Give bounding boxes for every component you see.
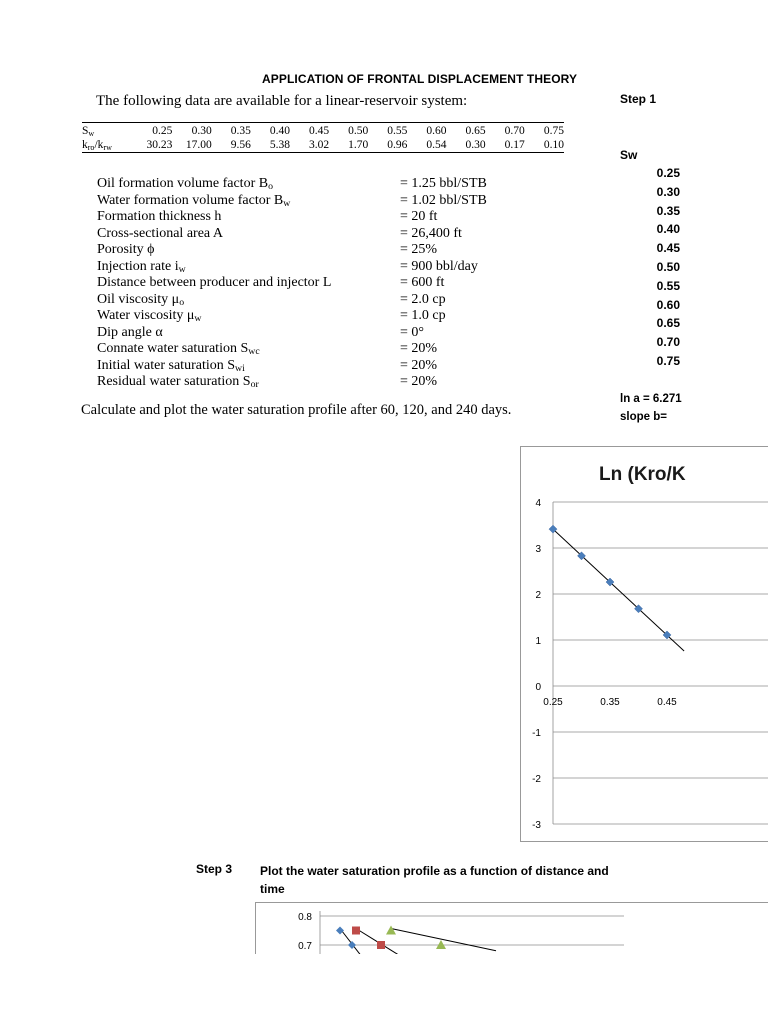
sw-list-item: 0.40 — [656, 222, 680, 237]
property-row — [97, 341, 557, 358]
property-row — [97, 242, 557, 259]
property-name — [97, 358, 245, 375]
property-name — [97, 325, 163, 342]
property-name-text: Residual water saturation S — [97, 374, 251, 389]
property-list — [97, 176, 557, 391]
sw-cell: 0.70 — [504, 125, 525, 137]
kr-ratio-cell: 9.56 — [230, 139, 251, 151]
sw-list-item: 0.45 — [656, 241, 680, 256]
data-point-marker — [377, 941, 385, 949]
property-row — [97, 259, 557, 276]
property-name-text: Injection rate i — [97, 258, 179, 274]
property-value: = 20% — [400, 357, 438, 373]
property-name-text: Oil formation volume factor B — [97, 176, 269, 191]
property-name — [97, 209, 221, 226]
property-value: = 1.02 bbl/STB — [400, 192, 487, 208]
data-point-marker — [386, 926, 396, 935]
x-tick-label: 0.35 — [600, 697, 620, 708]
sw-cell: 0.30 — [191, 125, 212, 137]
property-name-text: Cross-sectional area A — [97, 225, 223, 241]
table-row-kro-krw — [82, 138, 564, 152]
question-text: Calculate and plot the water saturation profile after 60, 120, and 240 days. — [81, 402, 512, 418]
property-row — [97, 325, 557, 342]
table-row-sw — [82, 123, 564, 138]
y-tick-label: 2 — [535, 590, 541, 601]
sw-list-item: 0.60 — [656, 297, 680, 312]
property-name-text: Initial water saturation S — [97, 357, 236, 373]
ln-a-value: ln a = 6.271 — [620, 393, 682, 405]
property-value: = 0° — [400, 324, 424, 340]
sw-cell: 0.60 — [426, 125, 447, 137]
saturation-profile-chart — [255, 902, 768, 954]
sw-value-list — [630, 166, 680, 373]
sw-list-item: 0.70 — [656, 335, 680, 350]
property-name — [97, 242, 155, 259]
property-name — [97, 193, 290, 210]
y-tick-label: -3 — [532, 820, 541, 831]
property-name-text: Connate water saturation S — [97, 341, 249, 356]
property-name — [97, 275, 331, 292]
property-name-text: Formation thickness h — [97, 209, 222, 224]
ln-chart-svg — [521, 447, 768, 842]
y-tick-label: 1 — [535, 636, 541, 647]
property-row — [97, 358, 557, 375]
property-subscript: w — [178, 263, 186, 275]
step3-label: Step 3 — [196, 862, 233, 876]
data-point-marker — [336, 927, 344, 935]
property-subscript: or — [250, 379, 259, 390]
property-value: = 20% — [400, 374, 438, 389]
property-row — [97, 193, 557, 210]
kr-ratio-cell: 30.23 — [146, 139, 173, 151]
kr-ratio-cell: 17.00 — [185, 139, 212, 151]
property-row — [97, 176, 557, 193]
property-value: = 900 bbl/day — [400, 258, 478, 274]
property-subscript: w — [283, 197, 291, 209]
property-value: = 1.0 cp — [400, 308, 446, 323]
kr-ratio-cell: 0.54 — [426, 139, 447, 151]
property-subscript: o — [268, 181, 273, 192]
data-table — [82, 122, 564, 153]
property-subscript: w — [194, 313, 202, 324]
x-tick-label: 0.25 — [543, 697, 563, 708]
y-tick-label: 3 — [535, 544, 541, 555]
chart-title: Ln (Kro/K — [599, 464, 686, 485]
kr-ratio-cell: 0.96 — [387, 139, 408, 151]
sw-column-header: Sw — [620, 148, 638, 162]
property-name — [97, 176, 273, 193]
property-name-text: Distance between producer and injector L — [97, 275, 332, 290]
sw-cell: 0.40 — [269, 125, 291, 137]
property-value: = 20 ft — [400, 209, 438, 224]
property-row — [97, 209, 557, 226]
x-tick-label: 0.45 — [657, 697, 677, 708]
property-name-text: Oil viscosity μ — [97, 291, 180, 307]
property-row — [97, 275, 557, 292]
property-subscript: wc — [248, 346, 260, 357]
property-name — [97, 341, 260, 358]
property-name — [97, 292, 184, 309]
sw-list-item: 0.50 — [656, 259, 680, 274]
sw-list-item: 0.25 — [656, 166, 680, 180]
sw-cell: 0.35 — [230, 125, 251, 137]
property-value: = 1.25 bbl/STB — [400, 176, 487, 191]
property-row — [97, 226, 557, 243]
property-name — [97, 259, 186, 276]
ln-kro-krw-chart — [520, 446, 768, 842]
property-value: = 20% — [400, 341, 438, 356]
property-value: = 26,400 ft — [400, 225, 462, 241]
property-name-text: Dip angle α — [97, 324, 163, 340]
property-value: = 25% — [400, 242, 438, 257]
property-value: = 2.0 cp — [400, 291, 446, 307]
property-name-text: Porosity ϕ — [97, 242, 155, 257]
y-tick-label: 0.8 — [298, 912, 312, 923]
sw-cell: 0.75 — [543, 125, 564, 137]
y-tick-label: 0 — [535, 682, 541, 693]
property-name — [97, 308, 201, 325]
trendline — [553, 529, 684, 651]
property-name-text: Water viscosity μ — [97, 308, 195, 323]
kr-row-label: $k_{ro}/k_{rw}$ — [82, 139, 112, 152]
property-name — [97, 374, 259, 391]
sw-list-item: 0.55 — [656, 278, 680, 293]
sw-list-item: 0.35 — [656, 203, 680, 218]
sw-list-item: 0.65 — [656, 316, 680, 331]
step3-text: Plot the water saturation profile as a function of distance and time — [260, 864, 609, 896]
sw-cell: 0.45 — [309, 125, 330, 137]
kr-ratio-cell: 3.02 — [309, 139, 330, 151]
sw-list-item: 0.30 — [656, 184, 680, 199]
sw-row-label: $S_w$ — [82, 125, 95, 138]
y-tick-label: -2 — [532, 774, 541, 785]
kr-ratio-cell: 0.30 — [465, 139, 486, 151]
y-tick-label: 4 — [535, 498, 541, 509]
property-value: = 600 ft — [400, 275, 445, 290]
property-name — [97, 226, 223, 243]
property-row — [97, 374, 557, 391]
intro-text: The following data are available for a linear-reservoir system: — [96, 93, 468, 109]
sw-cell: 0.55 — [387, 125, 408, 137]
kr-ratio-cell: 1.70 — [348, 139, 369, 151]
step1-label: Step 1 — [620, 92, 657, 106]
kr-ratio-cell: 0.10 — [543, 139, 564, 151]
kr-ratio-cell: 5.38 — [269, 139, 291, 151]
sw-cell: 0.50 — [348, 125, 369, 137]
property-subscript: wi — [235, 362, 245, 374]
property-row — [97, 292, 557, 309]
property-row — [97, 308, 557, 325]
y-tick-label: -1 — [532, 728, 541, 739]
kr-ratio-cell: 0.17 — [504, 139, 525, 151]
property-name-text: Water formation volume factor B — [97, 192, 284, 208]
profile-chart-svg — [256, 903, 768, 954]
data-point-marker — [352, 927, 360, 935]
data-point-marker — [436, 940, 446, 949]
slope-b-label: slope b= — [620, 411, 667, 423]
sw-cell: 0.65 — [465, 125, 486, 137]
y-tick-label: 0.7 — [298, 941, 312, 952]
sw-list-item: 0.75 — [656, 353, 680, 368]
property-subscript: o — [179, 296, 185, 308]
document-title: APPLICATION OF FRONTAL DISPLACEMENT THEORY — [262, 72, 578, 86]
sw-cell: 0.25 — [152, 125, 173, 137]
